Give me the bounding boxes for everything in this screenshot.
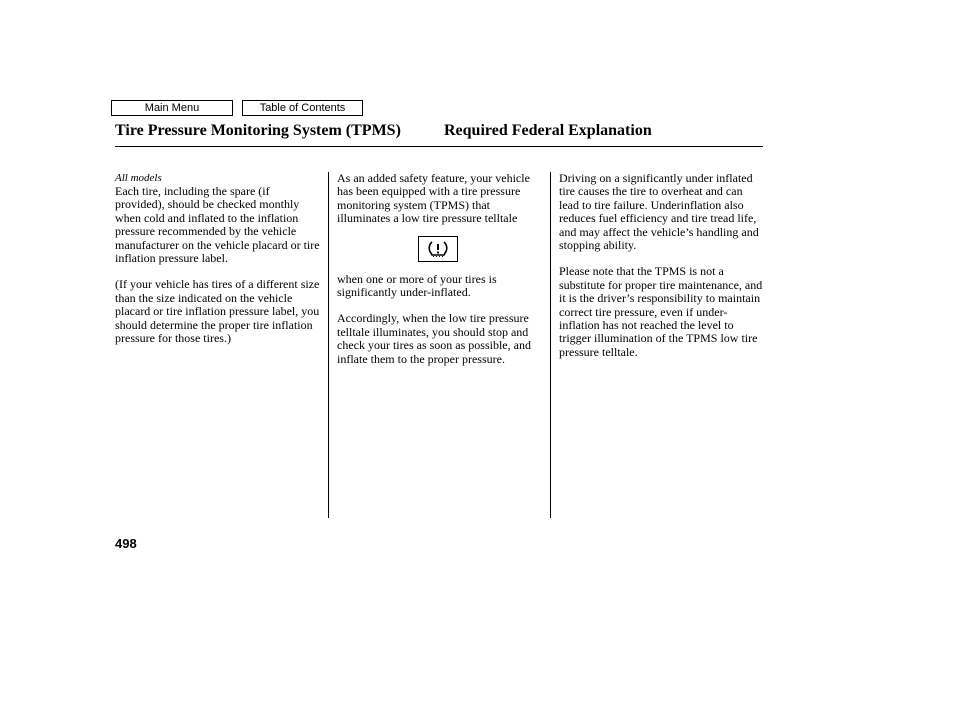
applicability-label: All models <box>115 172 162 184</box>
paragraph-monthly-check: Each tire, including the spare (if provided), should be checked monthly when cold and inflated to the inflation pressure recommended by the vehicle manufacturer on the vehicle placard or tire inflation pressure label. <box>115 184 320 266</box>
paragraph-check-tires: Accordingly, when the low tire pressure telltale illuminates, you should stop and check your tires as soon as possible, and inflate them to the proper pressure. <box>337 311 531 366</box>
paragraph-tpms-feature: As an added safety feature, your vehicle has been equipped with a tire pressure monitoring system (TPMS) that illuminates a low tire pressure telltale <box>337 171 530 226</box>
paragraph-tpms-not-substitute: Please note that the TPMS is not a substitute for proper tire maintenance, and it is the driver’s responsibility to maintain correct tire pressure, even if under-inflation has not reached the level to trigger illumination of the TPMS low tire pressure telltale. <box>559 264 763 359</box>
paragraph-under-inflated: when one or more of your tires is significantly under-inflated. <box>337 271 497 300</box>
header-rule <box>115 146 763 147</box>
tpms-low-pressure-telltale-icon <box>418 236 458 262</box>
text-column-3 <box>559 172 764 372</box>
paragraph-different-tire-size: (If your vehicle has tires of a different size than the size indicated on the vehicle placard or tire inflation pressure label, you should determine the proper tire inflation pressure for those tires.) <box>115 277 320 346</box>
column-divider <box>328 172 329 518</box>
page-header <box>115 121 763 145</box>
table-of-contents-button[interactable]: Table of Contents <box>242 100 363 116</box>
tpms-icon <box>427 240 449 258</box>
paragraph-underinflation-effects: Driving on a significantly under inflated tire causes the tire to overheat and can lead to tire failure. Underinflation also reduces fuel efficiency and tire tread life, and may affect the vehicle’s handling and stopping ability. <box>559 171 759 253</box>
page-number: 498 <box>115 536 137 551</box>
subsection-title: Required Federal Explanation <box>444 122 652 139</box>
column-divider <box>550 172 551 518</box>
text-column-1 <box>115 172 320 358</box>
section-title: Tire Pressure Monitoring System (TPMS) <box>115 122 401 139</box>
main-menu-button[interactable]: Main Menu <box>111 100 233 116</box>
text-column-2 <box>337 172 542 379</box>
